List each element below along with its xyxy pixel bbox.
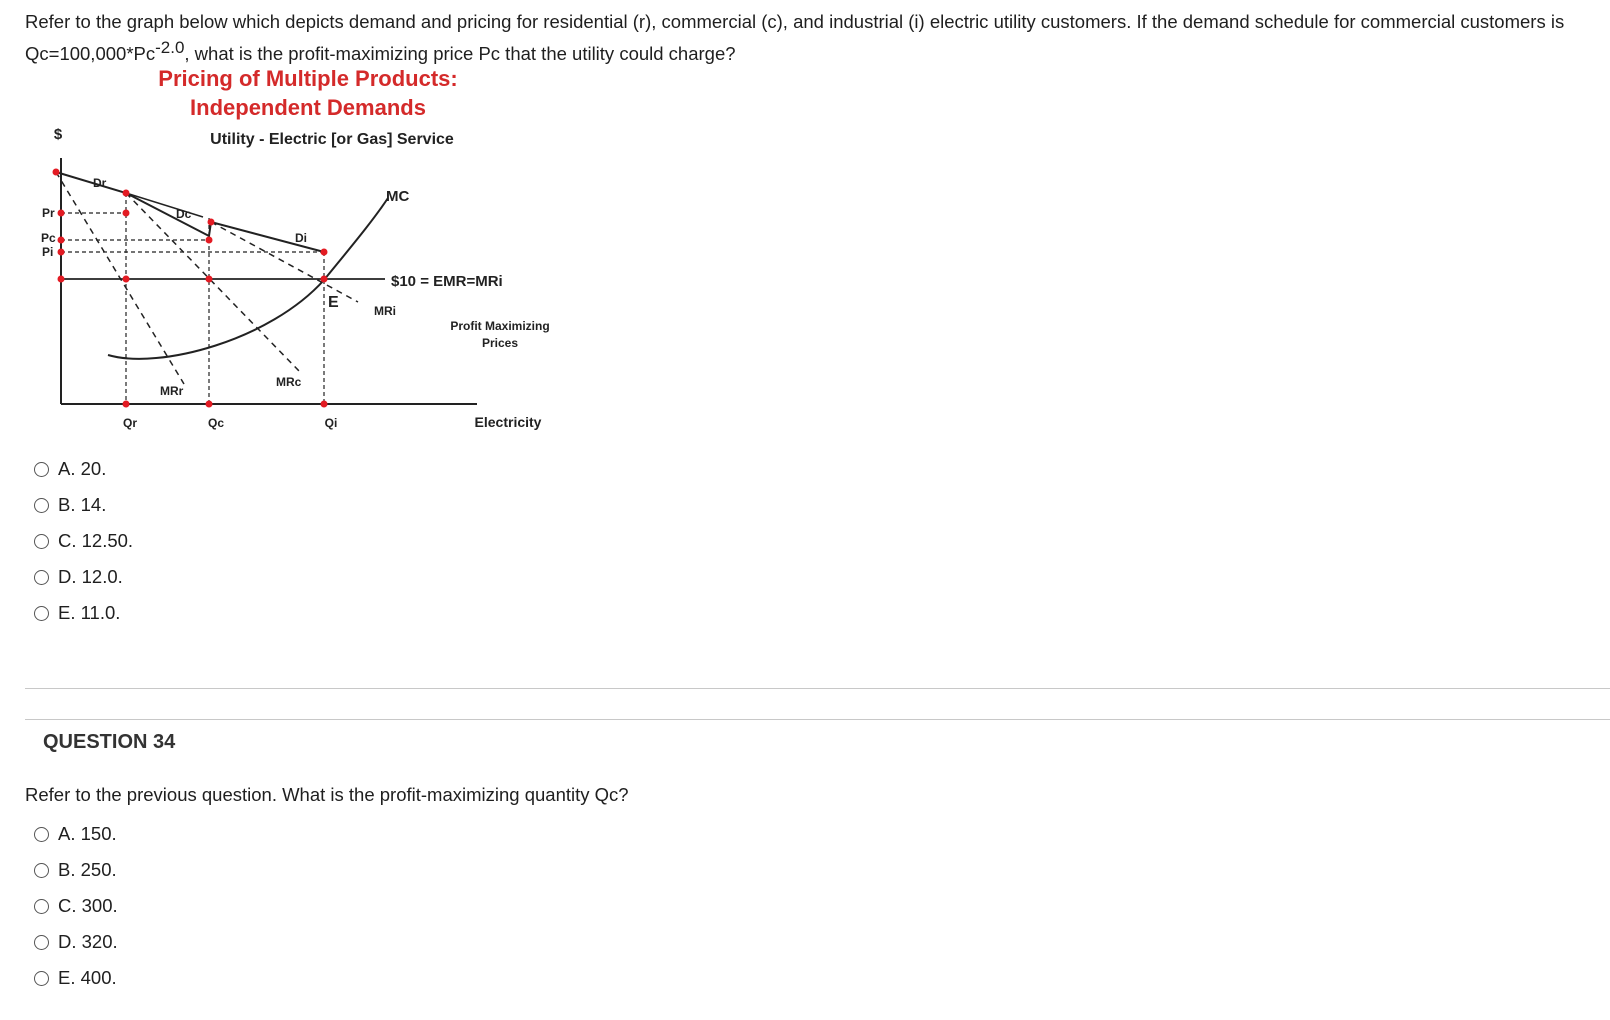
point-pi: [58, 249, 65, 256]
radio-icon[interactable]: [34, 534, 49, 549]
radio-icon[interactable]: [34, 462, 49, 477]
price-points: [53, 169, 328, 408]
radio-icon[interactable]: [34, 827, 49, 842]
label-qr: Qr: [122, 416, 138, 430]
point-equilibrium: [321, 276, 328, 283]
q34-option-d[interactable]: [34, 924, 118, 960]
label-e: E: [328, 294, 339, 311]
question-34-text: Refer to the previous question. What is the profit-maximizing quantity Qc?: [25, 784, 629, 805]
divider-bottom: [25, 719, 1610, 720]
label-dr: Dr: [93, 176, 107, 190]
point-di-top: [208, 219, 215, 226]
point-qi: [321, 401, 328, 408]
label-note-line1: Profit Maximizing: [450, 319, 550, 333]
radio-icon[interactable]: [34, 606, 49, 621]
label-mrr: MRr: [160, 384, 184, 398]
point-pc: [58, 237, 65, 244]
divider-top: [25, 688, 1610, 689]
label-pr: Pr: [42, 206, 55, 220]
q34-option-c[interactable]: [34, 888, 118, 924]
label-mri: MRi: [374, 304, 396, 318]
label-mc: MC: [386, 188, 410, 205]
option-value: 11.0.: [80, 602, 121, 623]
option-letter: A.: [58, 458, 76, 479]
point-qc: [206, 401, 213, 408]
q33-option-e[interactable]: [34, 595, 133, 631]
question-33-text-after: , what is the profit-maximizing price Pc that the utility could charge?: [184, 43, 736, 64]
option-letter: B.: [58, 494, 76, 515]
option-letter: C.: [58, 530, 77, 551]
q34-option-b[interactable]: [34, 852, 118, 888]
q33-option-d[interactable]: [34, 559, 133, 595]
option-value: 14.: [80, 494, 107, 515]
graph-subtitle: Utility - Electric [or Gas] Service: [210, 131, 454, 148]
graph-title-line2: Independent Demands: [190, 95, 426, 120]
option-value: 400.: [80, 967, 117, 988]
pricing-graph: [28, 62, 568, 432]
label-electricity: Electricity: [474, 414, 542, 430]
option-letter: D.: [58, 931, 77, 952]
radio-icon[interactable]: [34, 863, 49, 878]
label-emr: $10 = EMR=MRi: [391, 273, 503, 290]
option-value: 12.0.: [81, 566, 123, 587]
radio-icon[interactable]: [34, 899, 49, 914]
label-note-line2: Prices: [481, 336, 519, 350]
mri-curve: [211, 222, 358, 302]
point-qr: [123, 401, 130, 408]
question-33-text-before: Refer to the graph below which depicts demand and pricing for residential (r), commercial (c), and industrial (i) electric utility customers. If the demand schedule for commercial customers is Qc=100,000*Pc: [25, 11, 1565, 64]
point-emr: [58, 276, 65, 283]
option-letter: D.: [58, 566, 77, 587]
q34-option-a[interactable]: [34, 816, 118, 852]
q33-option-c[interactable]: [34, 523, 133, 559]
option-value: 320.: [81, 931, 118, 952]
radio-icon[interactable]: [34, 935, 49, 950]
q34-option-e[interactable]: [34, 960, 118, 996]
point-r-emr: [123, 276, 130, 283]
label-di: Di: [295, 231, 307, 245]
point-r-price: [123, 210, 130, 217]
label-mrc: MRc: [276, 375, 302, 389]
option-letter: E.: [58, 602, 76, 623]
graph-title-line1: Pricing of Multiple Products:: [158, 66, 458, 91]
label-pc: Pc: [41, 231, 56, 245]
option-letter: B.: [58, 859, 76, 880]
option-value: 250.: [80, 859, 117, 880]
option-value: 300.: [81, 895, 118, 916]
label-qi: Qi: [324, 416, 338, 430]
radio-icon[interactable]: [34, 971, 49, 986]
label-dc: Dc: [176, 207, 192, 221]
option-letter: C.: [58, 895, 77, 916]
option-letter: A.: [58, 823, 76, 844]
option-value: 150.: [80, 823, 117, 844]
option-letter: E.: [58, 967, 76, 988]
question-34-header: QUESTION 34: [43, 731, 176, 753]
question-33-exponent: -2.0: [155, 37, 185, 57]
point-pr: [58, 210, 65, 217]
point-i-price: [321, 249, 328, 256]
point-c-price: [206, 237, 213, 244]
q33-option-a[interactable]: [34, 451, 133, 487]
label-pi: Pi: [42, 245, 54, 259]
q33-option-b[interactable]: [34, 487, 133, 523]
point-dr-top: [53, 169, 60, 176]
question-33-options: [34, 451, 133, 631]
point-c-emr: [206, 276, 213, 283]
option-value: 20.: [80, 458, 107, 479]
point-dc-top: [123, 190, 130, 197]
question-33-text: [25, 6, 1595, 70]
option-value: 12.50.: [81, 530, 134, 551]
question-34-options: [34, 816, 118, 996]
y-axis-label: $: [53, 126, 63, 143]
radio-icon[interactable]: [34, 570, 49, 585]
radio-icon[interactable]: [34, 498, 49, 513]
mrr-curve: [56, 172, 184, 384]
label-qc: Qc: [207, 416, 225, 430]
